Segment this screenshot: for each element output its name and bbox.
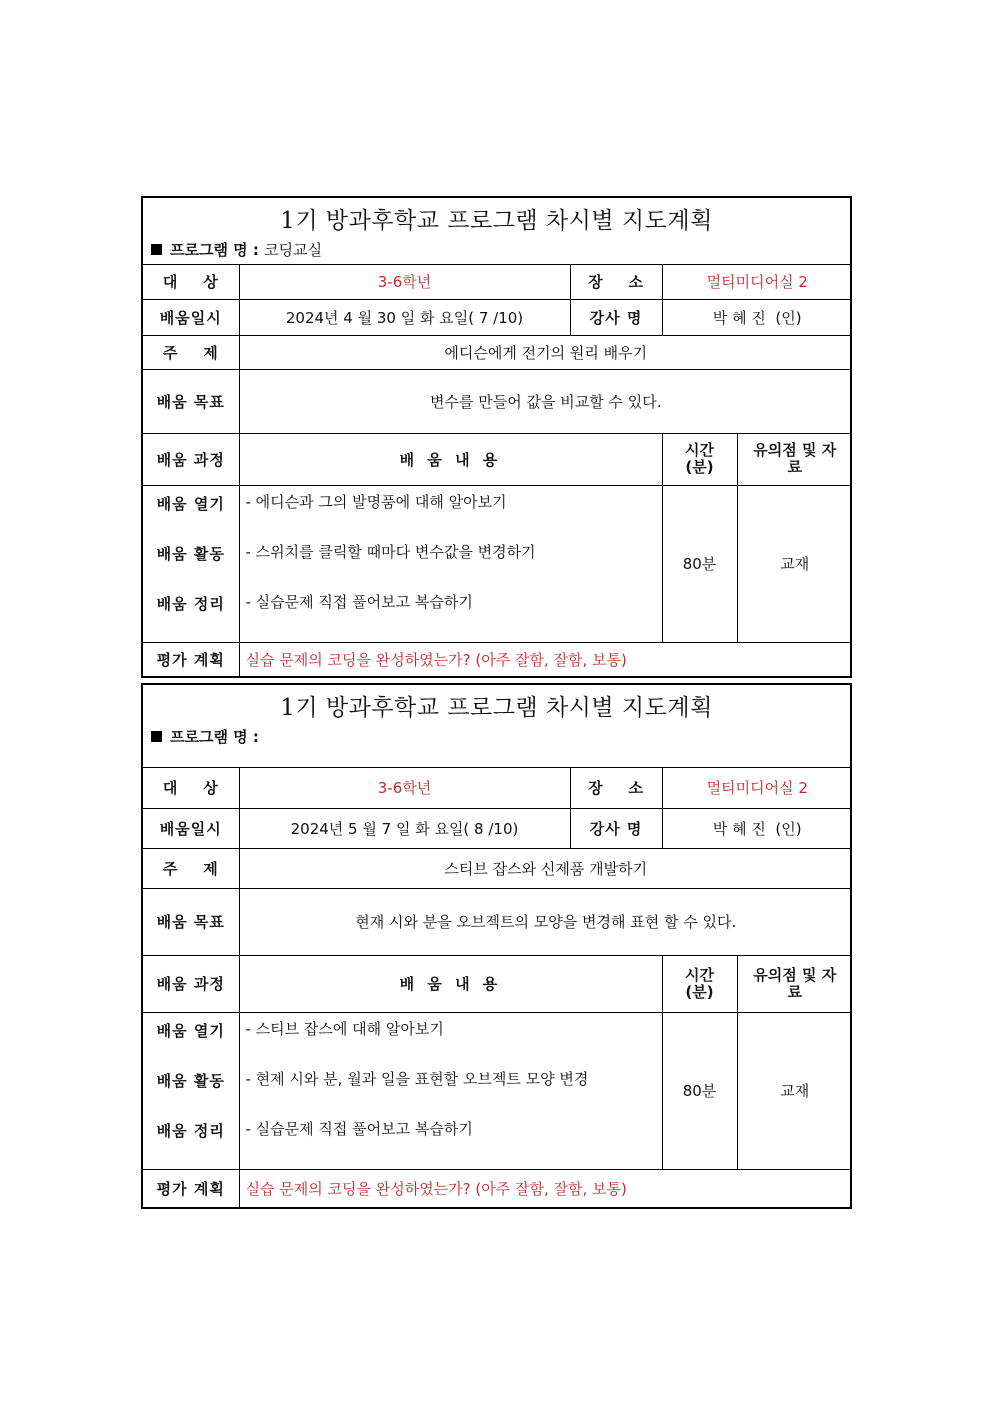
date-value: 2024년 5 월 7 일 화 요일( 8 /10) bbox=[239, 808, 570, 848]
teacher-label: 강사 명 bbox=[570, 299, 662, 335]
lesson-plan-2 bbox=[141, 683, 852, 1209]
lesson-plan-1 bbox=[141, 196, 852, 678]
plan-table bbox=[143, 768, 852, 1207]
step-activity: 배움 활동 bbox=[156, 544, 225, 563]
step-wrapup: 배움 정리 bbox=[156, 594, 225, 613]
eval-label: 평가 계획 bbox=[143, 642, 239, 676]
teacher-label: 강사 명 bbox=[570, 808, 662, 848]
process-label: 배움 과정 bbox=[143, 433, 239, 485]
place-label: 장 소 bbox=[570, 768, 662, 808]
topic-value: 에디슨에게 전기의 원리 배우기 bbox=[239, 335, 852, 369]
time-header: 시간 (분) bbox=[662, 433, 737, 485]
program-label: 프로그램 명 : bbox=[170, 241, 259, 259]
goal-value: 변수를 만들어 값을 비교할 수 있다. bbox=[239, 369, 852, 433]
plan-title: 1기 방과후학교 프로그램 차시별 지도계획 bbox=[280, 208, 713, 234]
program-name-row bbox=[143, 723, 850, 767]
content-item: - 현제 시와 분, 월과 일을 표현할 오브젝트 모양 변경 bbox=[245, 1069, 589, 1088]
plan-table bbox=[143, 265, 852, 676]
goal-label: 배움 목표 bbox=[143, 888, 239, 955]
step-activity: 배움 활동 bbox=[156, 1071, 225, 1090]
eval-value: 실습 문제의 코딩을 완성하였는가? (아주 잘함, 잘함, 보통) bbox=[239, 1169, 852, 1207]
target-value: 3-6학년 bbox=[239, 768, 570, 808]
content-header: 배 움 내 용 bbox=[239, 955, 662, 1012]
plan-title: 1기 방과후학교 프로그램 차시별 지도계획 bbox=[280, 695, 713, 721]
material-value: 교재 bbox=[737, 485, 852, 642]
topic-value: 스티브 잡스와 신제품 개발하기 bbox=[239, 848, 852, 888]
content-item: - 실습문제 직접 풀어보고 복습하기 bbox=[245, 1119, 473, 1138]
topic-label: 주 제 bbox=[143, 335, 239, 369]
topic-label: 주 제 bbox=[143, 848, 239, 888]
target-value: 3-6학년 bbox=[239, 265, 570, 299]
step-open: 배움 열기 bbox=[156, 494, 225, 513]
goal-value: 현재 시와 분을 오브젝트의 모양을 변경해 표현 할 수 있다. bbox=[239, 888, 852, 955]
process-label: 배움 과정 bbox=[143, 955, 239, 1012]
plan-header bbox=[143, 198, 850, 265]
date-label: 배움일시 bbox=[143, 808, 239, 848]
teacher-value: 박 혜 진 (인) bbox=[662, 299, 852, 335]
program-name-row bbox=[143, 236, 850, 264]
date-label: 배움일시 bbox=[143, 299, 239, 335]
program-name: 코딩교실 bbox=[264, 241, 323, 259]
time-header: 시간 (분) bbox=[662, 955, 737, 1012]
time-value: 80분 bbox=[662, 485, 737, 642]
target-label: 대 상 bbox=[143, 265, 239, 299]
date-value: 2024년 4 월 30 일 화 요일( 7 /10) bbox=[239, 299, 570, 335]
process-steps bbox=[143, 485, 239, 642]
content-item: - 실습문제 직접 풀어보고 복습하기 bbox=[245, 592, 473, 611]
process-steps bbox=[143, 1012, 239, 1169]
target-label: 대 상 bbox=[143, 768, 239, 808]
eval-label: 평가 계획 bbox=[143, 1169, 239, 1207]
program-label: 프로그램 명 : bbox=[170, 728, 259, 746]
eval-value: 실습 문제의 코딩을 완성하였는가? (아주 잘함, 잘함, 보통) bbox=[239, 642, 852, 676]
square-bullet-icon bbox=[151, 244, 162, 255]
notes-header: 유의점 및 자료 bbox=[737, 955, 852, 1012]
content-list bbox=[239, 1012, 662, 1169]
plan-header bbox=[143, 685, 850, 768]
content-header: 배 움 내 용 bbox=[239, 433, 662, 485]
time-value: 80분 bbox=[662, 1012, 737, 1169]
step-open: 배움 열기 bbox=[156, 1021, 225, 1040]
content-item: - 에디슨과 그의 발명품에 대해 알아보기 bbox=[245, 492, 507, 511]
content-item: - 스위치를 클릭할 때마다 변수값을 변경하기 bbox=[245, 542, 536, 561]
content-list bbox=[239, 485, 662, 642]
place-value: 멀티미디어실 2 bbox=[662, 768, 852, 808]
material-value: 교재 bbox=[737, 1012, 852, 1169]
content-item: - 스티브 잡스에 대해 알아보기 bbox=[245, 1019, 444, 1038]
place-label: 장 소 bbox=[570, 265, 662, 299]
square-bullet-icon bbox=[151, 731, 162, 742]
place-value: 멀티미디어실 2 bbox=[662, 265, 852, 299]
goal-label: 배움 목표 bbox=[143, 369, 239, 433]
notes-header: 유의점 및 자료 bbox=[737, 433, 852, 485]
step-wrapup: 배움 정리 bbox=[156, 1121, 225, 1140]
teacher-value: 박 혜 진 (인) bbox=[662, 808, 852, 848]
